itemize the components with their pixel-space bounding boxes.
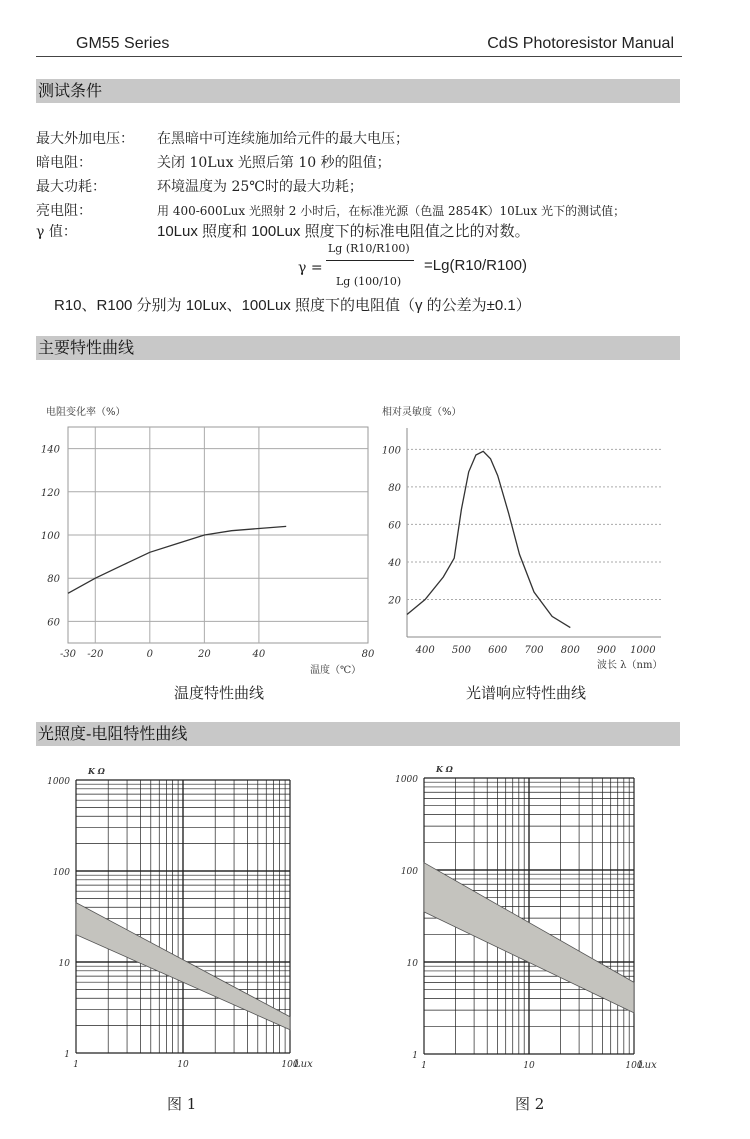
y-tick-label: 40 [388, 557, 401, 569]
x-tick-label: 40 [252, 649, 266, 660]
x-tick-label: -20 [87, 649, 104, 660]
y-tick-label: 120 [40, 487, 60, 499]
x-tick-label: 600 [488, 645, 508, 656]
formula-rhs: =Lg(R10/R100) [424, 257, 527, 274]
section-main-curves: 主要特性曲线 [36, 336, 680, 360]
x-tick-label: 80 [361, 649, 375, 660]
y-tick-label: 100 [400, 867, 418, 877]
condition-label: 最大功耗： [36, 179, 106, 195]
header-series: GM55 Series [76, 35, 170, 52]
x-tick-label: 1 [421, 1061, 427, 1071]
y-tick-label: 20 [388, 595, 401, 607]
y-tick-label: 100 [40, 531, 60, 542]
illuminance-resistance-chart-2 [380, 760, 680, 1080]
x-tick-label: 900 [597, 645, 617, 656]
temperature-chart-caption: 温度特性曲线 [174, 684, 265, 702]
condition-label: 最大外加电压： [36, 131, 134, 147]
formula-numerator: Lg (R10/R100) [328, 242, 410, 255]
x-tick-label: 10 [177, 1060, 189, 1070]
formula-fraction-bar [326, 260, 414, 261]
x-tick-label: -30 [59, 649, 77, 660]
y-axis-label: 相对灵敏度（%） [382, 407, 462, 418]
x-tick-label: 100 [625, 1061, 643, 1071]
y-tick-label: 80 [47, 574, 60, 586]
x-tick-label: 10 [523, 1061, 535, 1071]
figure-2-caption: 图 2 [515, 1095, 545, 1113]
x-tick-label: 400 [415, 645, 435, 656]
x-axis-label: Lux [638, 1060, 657, 1071]
y-axis-label: K Ω [88, 766, 105, 776]
x-tick-label: 500 [451, 645, 471, 656]
spectral-curve [407, 451, 570, 627]
condition-row-max-power [36, 176, 363, 196]
temperature-chart [30, 395, 375, 680]
section-test-conditions: 测试条件 [36, 79, 680, 103]
condition-text: 环境温度为 25℃时的最大功耗； [157, 179, 363, 195]
condition-row-max-voltage [36, 128, 409, 148]
y-tick-label: 80 [388, 482, 401, 494]
condition-row-dark-resistance [36, 152, 391, 172]
condition-label: 亮电阻： [36, 203, 92, 219]
y-tick-label: 60 [47, 617, 60, 629]
y-tick-label: 1 [412, 1051, 418, 1061]
y-tick-label: 100 [381, 445, 401, 457]
header-rule [36, 56, 682, 57]
y-tick-label: 1000 [47, 777, 70, 787]
section-illuminance-curves: 光照度-电阻特性曲线 [36, 722, 680, 746]
spectral-response-chart [375, 395, 705, 680]
condition-text: 10Lux 照度和 100Lux 照度下的标准电阻值之比的对数。 [157, 223, 530, 240]
y-tick-label: 60 [388, 520, 401, 532]
x-tick-label: 20 [197, 649, 211, 660]
x-axis-label: Lux [294, 1059, 313, 1070]
x-tick-label: 100 [281, 1060, 299, 1070]
condition-row-gamma [36, 220, 530, 241]
x-tick-label: 0 [146, 649, 154, 660]
spectral-chart-caption: 光谱响应特性曲线 [466, 684, 587, 702]
y-axis-label: K Ω [436, 764, 453, 774]
condition-label: γ 值： [36, 224, 77, 240]
illuminance-resistance-chart-1 [30, 760, 330, 1080]
y-tick-label: 1 [64, 1050, 70, 1060]
x-axis-label: 温度（℃） [310, 665, 362, 676]
condition-text: 关闭 10Lux 光照后第 10 秒的阻值； [157, 155, 391, 171]
header-manual-title: CdS Photoresistor Manual [487, 35, 674, 52]
temperature-curve [68, 526, 286, 593]
x-tick-label: 700 [524, 645, 544, 656]
condition-row-light-resistance [36, 200, 625, 220]
x-tick-label: 1 [73, 1060, 79, 1070]
x-tick-label: 1000 [630, 645, 656, 656]
condition-text: 用 400-600Lux 光照射 2 小时后，在标准光源（色温 2854K）10Lux 光下的测试值； [157, 204, 626, 218]
condition-text: 在黑暗中可连续施加给元件的最大电压； [157, 131, 409, 147]
condition-label: 暗电阻： [36, 155, 92, 171]
y-tick-label: 1000 [395, 775, 418, 785]
formula-lhs: γ = [298, 260, 323, 276]
gamma-note: R10、R100 分别为 10Lux、100Lux 照度下的电阻值（γ 的公差为±0.1） [54, 297, 531, 314]
formula-denominator: Lg (100/10) [336, 275, 402, 288]
x-tick-label: 800 [560, 645, 580, 656]
y-axis-label: 电阻变化率（%） [46, 407, 126, 418]
y-tick-label: 100 [52, 868, 70, 878]
y-tick-label: 10 [58, 959, 70, 969]
y-tick-label: 140 [40, 444, 60, 456]
x-axis-label: 波长 λ（nm） [597, 660, 663, 671]
y-tick-label: 10 [406, 959, 418, 969]
figure-1-caption: 图 1 [167, 1095, 197, 1113]
